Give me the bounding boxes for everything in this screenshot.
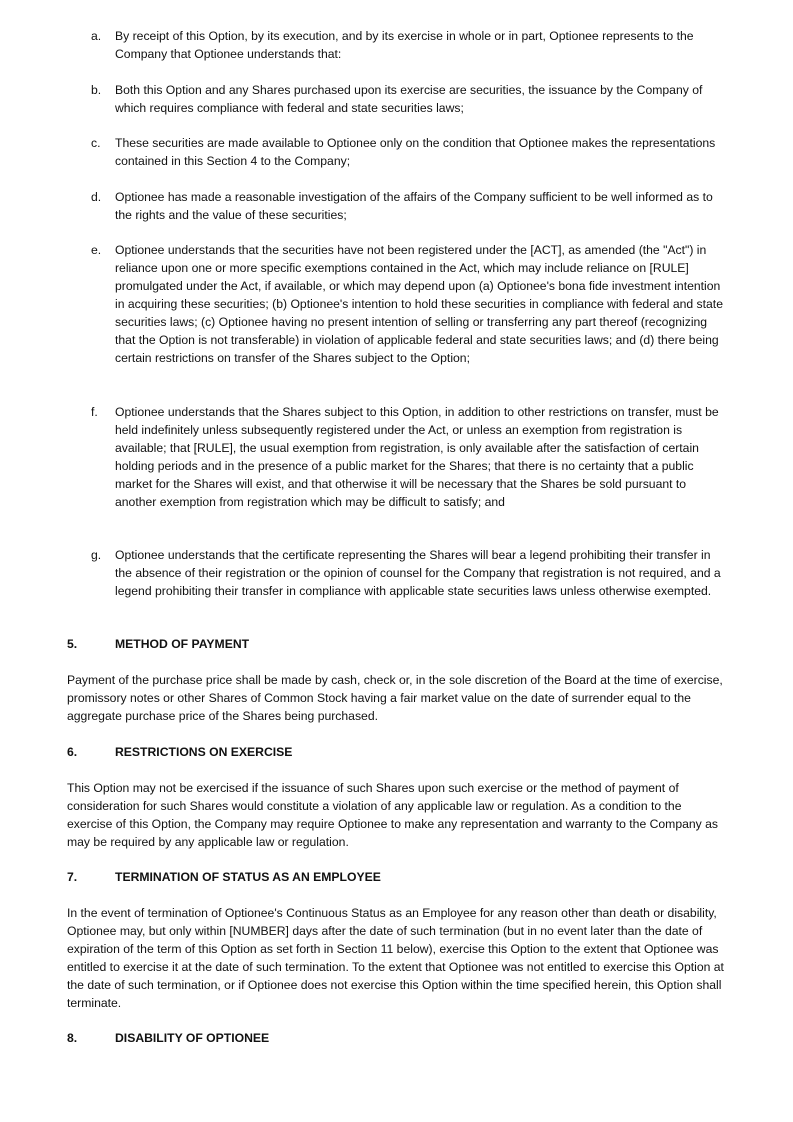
- list-marker: e.: [91, 243, 102, 257]
- section-body-restrictions-on-exercise: This Option may not be exercised if the issuance of such Shares upon such exercise or the method of payment of consideration for such Shares would constitute a violation of any applicable law or regulation. As a condition to the exercise of this Option, the Company may require Optionee to make any representation and warranty to the Company as may be required by any applicable law or regulation.: [67, 781, 719, 849]
- list-marker: c.: [91, 136, 101, 150]
- list-text: Optionee understands that the Shares subject to this Option, in addition to other restrictions on transfer, must be held indefinitely unless subsequently registered under the Act, or unless an exemption from registration is available; that [RULE], the usual exemption from registration, is only available after the satisfaction of certain holding periods and in the presence of a public market for the Shares; that there is no certainty that a public market for the Shares will exist, and that otherwise it will be necessary that the Shares be sold pursuant to another exemption from registration which may be difficult to satisfy; and: [115, 405, 719, 509]
- section-heading-disability-of-optionee: [67, 1029, 727, 1047]
- section-body-method-of-payment: Payment of the purchase price shall be made by cash, check or, in the sole discretion of the Board at the time of exercise, promissory notes or other Shares of Common Stock having a fair market value on the date of surrender equal to the aggregate purchase price of the Shares being purchased.: [67, 673, 723, 723]
- section-body-termination-of-status: In the event of termination of Optionee's Continuous Status as an Employee for any reason other than death or disability, Optionee may, but only within [NUMBER] days after the date of such termination (but in no event later than the date of expiration of the term of this Option as set forth in Section 11 below), exercise this Option to the extent that Optionee was entitled to exercise it at the date of such termination. To the extent that Optionee was not entitled to exercise this Option at the date of such termination, or if Optionee does not exercise this Option within the time specified herein, this Option shall terminate.: [67, 906, 724, 1010]
- list-item-a: [91, 27, 731, 63]
- list-marker: a.: [91, 29, 102, 43]
- section-heading-termination-of-status: [67, 868, 727, 886]
- list-marker: d.: [91, 190, 102, 204]
- section-title: RESTRICTIONS ON EXERCISE: [115, 745, 293, 759]
- section-number: 5.: [67, 637, 78, 651]
- section-heading-method-of-payment: [67, 635, 727, 653]
- section-number: 6.: [67, 745, 78, 759]
- list-text: By receipt of this Option, by its execution, and by its exercise in whole or in part, Optionee represents to the Company that Optionee understands that:: [115, 29, 694, 61]
- list-marker: g.: [91, 548, 102, 562]
- list-item-d: [91, 188, 731, 224]
- list-item-b: [91, 81, 731, 117]
- section-number: 8.: [67, 1031, 78, 1045]
- list-text: Optionee has made a reasonable investigation of the affairs of the Company sufficient to be well informed as to the rights and the value of these securities;: [115, 190, 713, 222]
- list-text: Optionee understands that the certificate representing the Shares will bear a legend prohibiting their transfer in the absence of their registration or the opinion of counsel for the Company that registration is not required, and a legend prohibiting their transfer in compliance with applicable state securities laws unless otherwise exempted.: [115, 548, 721, 598]
- list-marker: b.: [91, 83, 102, 97]
- list-item-e: [91, 241, 731, 367]
- list-item-g: [91, 546, 731, 600]
- list-text: Optionee understands that the securities have not been registered under the [ACT], as amended (the "Act") in reliance upon one or more specific exemptions contained in the Act, which may include reliance on [RULE] promulgated under the Act, if available, or which may depend upon (a) Optionee's bona fide investment intention in acquiring these securities; (b) Optionee's intention to hold these securities in compliance with federal and state securities laws; (c) Optionee having no present intention of selling or transferring any part thereof (recognizing that the Option is not transferable) in violation of applicable federal and state securities laws; and (d) there being certain restrictions on transfer of the Shares subject to the Option;: [115, 243, 723, 365]
- section-title: DISABILITY OF OPTIONEE: [115, 1031, 270, 1045]
- list-item-c: [91, 134, 731, 170]
- list-text: Both this Option and any Shares purchased upon its exercise are securities, the issuance by the Company of which requires compliance with federal and state securities laws;: [115, 83, 703, 115]
- list-text: These securities are made available to Optionee only on the condition that Optionee makes the representations contained in this Section 4 to the Company;: [115, 136, 716, 168]
- section-title: TERMINATION OF STATUS AS AN EMPLOYEE: [115, 870, 381, 884]
- list-item-f: [91, 403, 731, 511]
- section-title: METHOD OF PAYMENT: [115, 637, 250, 651]
- section-heading-restrictions-on-exercise: [67, 743, 727, 761]
- list-marker: f.: [91, 405, 98, 419]
- section-number: 7.: [67, 870, 78, 884]
